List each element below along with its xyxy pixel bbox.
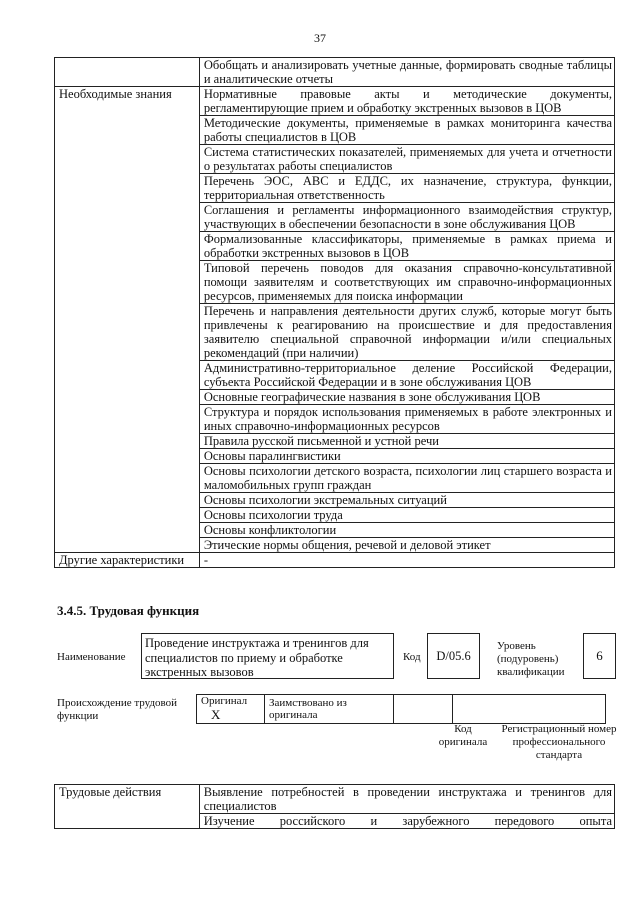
knowledge-label: Необходимые знания [55, 87, 200, 553]
borrowed-label: Заимствовано из оригинала [265, 695, 394, 724]
code-label: Код [403, 651, 421, 663]
knowledge-item: Основы паралингвистики [199, 449, 614, 464]
table-row [55, 58, 615, 87]
table-row [197, 695, 606, 724]
original-cell [197, 695, 265, 724]
reg-number-label: Регистрационный номер профессионального стандарта [501, 723, 617, 761]
knowledge-item: Этические нормы общения, речевой и деловой этикет [199, 538, 614, 553]
level-label: Уровень (подуровень) квалификации [497, 640, 565, 678]
knowledge-item: Нормативные правовые акты и методические документы, регламентирующие прием и обработку экстренных вызовов в ЦОВ [199, 87, 614, 116]
name-label: Наименование [57, 651, 126, 663]
code-original-label: Код оригинала [438, 723, 488, 748]
table-row [55, 785, 615, 814]
action-item: Выявление потребностей в проведении инструктажа и тренингов для специалистов [199, 785, 614, 814]
knowledge-item: Типовой перечень поводов для оказания справочно-консультативной помощи заявителям и соответствующих им справочно-информационных ресурсов, применяемых для поиска информации [199, 261, 614, 304]
knowledge-item: Структура и порядок использования применяемых в работе электронных и иных справочно-информационных ресурсов [199, 405, 614, 434]
section-heading: 3.4.5. Трудовая функция [57, 603, 200, 618]
table-row [55, 87, 615, 116]
original-label: Оригинал [201, 695, 248, 707]
other-value: - [199, 553, 614, 568]
knowledge-item: Соглашения и регламенты информационного взаимодействия структур, участвующих в обеспечении безопасности в зоне обслуживания ЦОВ [199, 203, 614, 232]
origin-label: Происхождение трудовой функции [57, 697, 178, 722]
knowledge-item: Перечень ЭОС, АВС и ЕДДС, их назначение, структура, функции, территориальная ответственность [199, 174, 614, 203]
action-item: Изучение российского и зарубежного передового опыта [199, 814, 614, 829]
level-value-box: 6 [583, 633, 616, 679]
knowledge-item: Формализованные классификаторы, применяемые в рамках приема и обработки экстренных вызовов в ЦОВ [199, 232, 614, 261]
empty-label-cell [55, 58, 200, 87]
origin-table [196, 694, 606, 724]
actions-label: Трудовые действия [55, 785, 200, 829]
reg-number-cell [453, 695, 606, 724]
knowledge-item: Методические документы, применяемые в рамках мониторинга качества работы специалистов в ЦОВ [199, 116, 614, 145]
knowledge-item: Основные географические названия в зоне обслуживания ЦОВ [199, 390, 614, 405]
code-value-box: D/05.6 [427, 633, 480, 679]
knowledge-item: Перечень и направления деятельности других служб, которые могут быть привлечены к реагированию на происшествие и для предоставления заявителю специальной справочной информации и/или специальных рекомендаций (при наличии) [199, 304, 614, 361]
function-name-box: Проведение инструктажа и тренингов для специалистов по приему и обработке экстренных вызовов [141, 633, 394, 679]
knowledge-table [54, 57, 615, 568]
knowledge-item: Основы психологии экстремальных ситуаций [199, 493, 614, 508]
knowledge-item: Основы психологии детского возраста, психологии лиц старшего возраста и маломобильных групп граждан [199, 464, 614, 493]
continuation-cell: Обобщать и анализировать учетные данные, формировать сводные таблицы и аналитические отчеты [199, 58, 614, 87]
table-row [55, 553, 615, 568]
knowledge-item: Основы психологии труда [199, 508, 614, 523]
code-original-cell [394, 695, 453, 724]
knowledge-item: Система статистических показателей, применяемых для учета и отчетности о результатах работы специалистов [199, 145, 614, 174]
knowledge-item: Правила русской письменной и устной речи [199, 434, 614, 449]
actions-table [54, 784, 615, 829]
page-number: 37 [314, 31, 326, 45]
original-mark: X [211, 707, 221, 722]
other-label: Другие характеристики [55, 553, 200, 568]
knowledge-item: Административно-территориальное деление Российской Федерации, субъекта Российской Федерации и в зоне обслуживания ЦОВ [199, 361, 614, 390]
knowledge-item: Основы конфликтологии [199, 523, 614, 538]
